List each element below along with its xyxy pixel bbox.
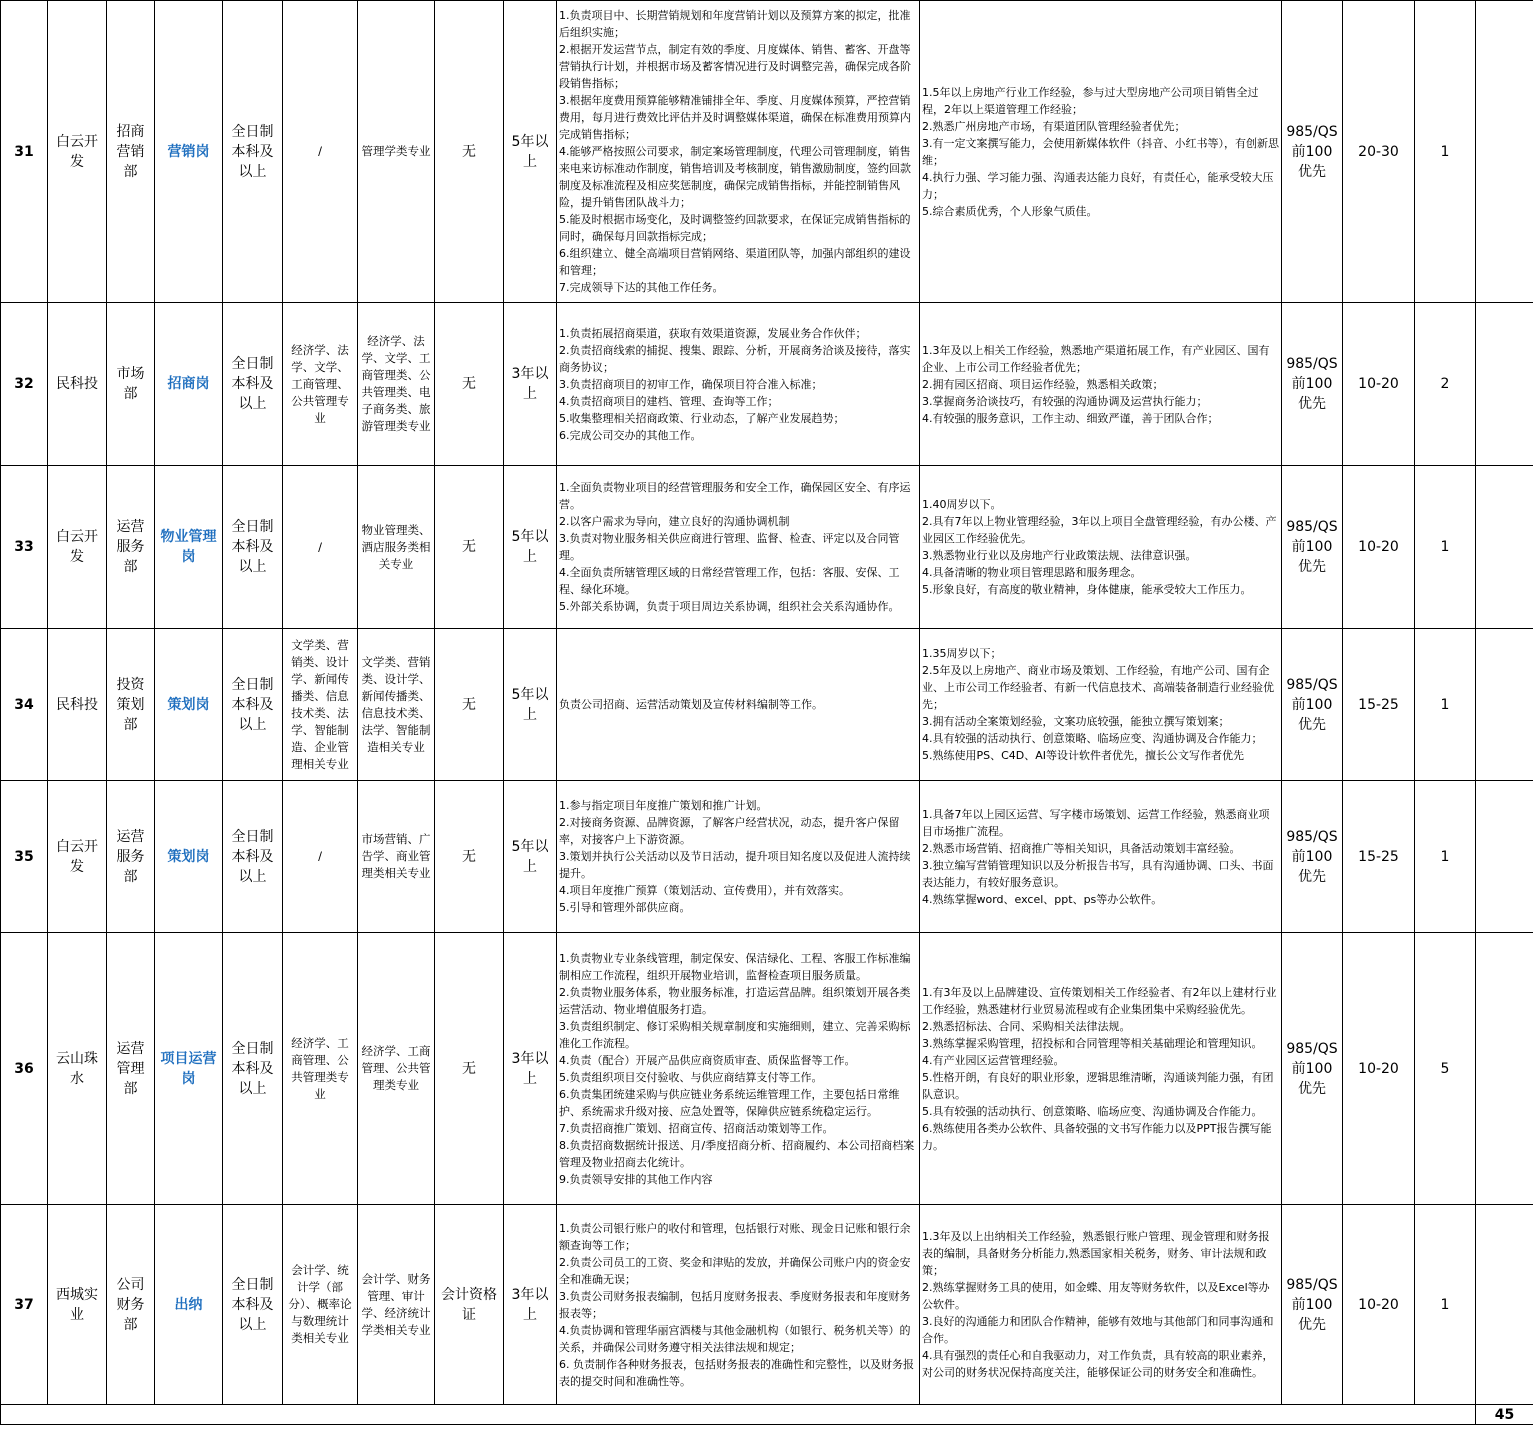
duty-line: 1.负责公司银行账户的收付和管理，包括银行对账、现金日记账和银行余额查询等工作； [559, 1221, 911, 1252]
major-graduate-cell: 经济学、工商管理、公共管理类专业 [358, 933, 435, 1205]
major-graduate-cell: 会计学、财务管理、审计学、经济统计学类相关专业 [358, 1205, 435, 1405]
duty-line: 1.全面负责物业项目的经营管理服务和安全工作，确保园区安全、有序运营。 [559, 481, 911, 511]
requirements-cell [920, 781, 1282, 933]
department-cell: 投资策划部 [107, 629, 155, 781]
requirement-line: 1.40周岁以下。 [922, 498, 1002, 511]
duties-cell [557, 1205, 920, 1405]
duty-line: 1.负责物业专业条线管理，制定保安、保洁绿化、工程、客服工作标准编制相应工作流程，组织开展物业培训，监督检查项目服务质量。 [559, 951, 911, 982]
duty-line: 6. 负责制作各种财务报表，包括财务报表的准确性和完整性，以及财务报表的提交时间和准确性等。 [559, 1357, 914, 1388]
extra-cell [1476, 466, 1533, 629]
company-cell: 云山珠水 [48, 933, 107, 1205]
age-range-cell: 20-30 [1343, 1, 1415, 303]
school-preference-cell: 985/QS前100优先 [1282, 781, 1343, 933]
row-number: 33 [1, 466, 48, 629]
requirements-cell [920, 1205, 1282, 1405]
requirement-line: 5.熟练使用PS、C4D、AI等设计软件者优先，擅长公文写作者优先 [922, 749, 1245, 762]
experience-cell: 3年以上 [504, 1205, 557, 1405]
education-cell: 全日制本科及以上 [223, 1205, 283, 1405]
education-cell: 全日制本科及以上 [223, 1, 283, 303]
department-cell: 运营服务部 [107, 781, 155, 933]
company-cell: 民科投 [48, 303, 107, 466]
requirement-line: 4.有产业园区运营管理经验。 [922, 1053, 1065, 1067]
duty-line: 5.负责组织项目交付验收、与供应商结算支付等工作。 [559, 1070, 823, 1084]
major-graduate-cell: 管理学类专业 [358, 1, 435, 303]
major-graduate-cell: 文学类、营销类、设计学、新闻传播类、信息技术类、法学、智能制造相关专业 [358, 629, 435, 781]
duty-line: 4.负责招商项目的建档、管理、查询等工作； [559, 394, 779, 408]
position-cell: 招商岗 [155, 303, 223, 466]
requirement-line: 4.有较强的服务意识，工作主动、细致严谨，善于团队合作； [922, 411, 1219, 425]
age-range-cell: 10-20 [1343, 933, 1415, 1205]
experience-cell: 3年以上 [504, 303, 557, 466]
table-row [1, 629, 1533, 781]
certificate-cell: 无 [435, 629, 504, 781]
row-number: 31 [1, 1, 48, 303]
headcount-cell: 1 [1415, 1205, 1476, 1405]
requirement-line: 2.熟悉招标法、合同、采购相关法律法规。 [922, 1019, 1131, 1033]
requirement-line: 3.有一定文案撰写能力，会使用新媒体软件（抖音、小红书等），有创新思维； [922, 136, 1279, 167]
major-graduate-cell: 市场营销、广告学、商业管理类相关专业 [358, 781, 435, 933]
company-cell: 民科投 [48, 629, 107, 781]
requirement-line: 3.良好的沟通能力和团队合作精神，能够有效地与其他部门和同事沟通和合作。 [922, 1315, 1274, 1345]
requirement-line: 5.具有较强的活动执行、创意策略、临场应变、沟通协调及合作能力。 [922, 1104, 1263, 1118]
experience-cell: 5年以上 [504, 1, 557, 303]
company-cell: 白云开发 [48, 781, 107, 933]
row-number: 36 [1, 933, 48, 1205]
requirements-cell [920, 466, 1282, 629]
requirement-line: 2.5年及以上房地产、商业市场及策划、工作经验，有地产公司、国有企业、上市公司工作经验者、有新一代信息技术、高端装备制造行业经验优先； [922, 664, 1274, 711]
duty-line: 2.以客户需求为导向，建立良好的沟通协调机制 [559, 515, 790, 528]
requirement-line: 4.具有较强的活动执行、创意策略、临场应变、沟通协调及合作能力； [922, 732, 1263, 745]
requirement-line: 4.执行力强、学习能力强、沟通表达能力良好，有责任心，能承受较大压力； [922, 170, 1274, 201]
duty-line: 7.完成领导下达的其他工作任务。 [559, 281, 724, 294]
education-cell: 全日制本科及以上 [223, 933, 283, 1205]
requirement-line: 1.有3年及以上品牌建设、宣传策划相关工作经验者、有2年以上建材行业工作经验，熟悉建材行业贸易流程或有企业集团集中采购经验优先。 [922, 985, 1277, 1016]
duty-line: 4.负责（配合）开展产品供应商资质审查、质保监督等工作。 [559, 1053, 856, 1067]
duty-line: 3.负责组织制定、修订采购相关规章制度和实施细则，建立、完善采购标准化工作流程。 [559, 1019, 911, 1050]
school-preference-cell: 985/QS前100优先 [1282, 303, 1343, 466]
education-cell: 全日制本科及以上 [223, 629, 283, 781]
requirement-line: 6.熟练使用各类办公软件、具备较强的文书写作能力以及PPT报告撰写能力。 [922, 1121, 1272, 1152]
row-number: 32 [1, 303, 48, 466]
duty-line: 9.负责领导安排的其他工作内容 [559, 1172, 713, 1186]
age-range-cell: 15-25 [1343, 629, 1415, 781]
duty-line: 2.根据开发运营节点，制定有效的季度、月度媒体、销售、蓄客、开盘等营销执行计划，并根据市场及蓄客情况进行及时调整完善，确保完成各阶段销售指标； [559, 43, 911, 90]
duties-cell [557, 629, 920, 781]
duties-cell [557, 466, 920, 629]
row-number: 37 [1, 1205, 48, 1405]
major-undergrad-cell: / [283, 781, 358, 933]
table-row [1, 781, 1533, 933]
table-row [1, 466, 1533, 629]
requirement-line: 3.熟悉物业行业以及房地产行业政策法规、法律意识强。 [922, 549, 1197, 562]
duty-line: 2.负责公司员工的工资、奖金和津贴的发放，并确保公司账户内的资金安全和准确无误； [559, 1255, 911, 1286]
requirement-line: 3.拥有活动全案策划经验，文案功底较强，能独立撰写策划案； [922, 715, 1230, 728]
major-undergrad-cell: 经济学、法学、文学、工商管理、公共管理专业 [283, 303, 358, 466]
requirement-line: 5.形象良好，有高度的敬业精神，身体健康，能承受较大工作压力。 [922, 583, 1252, 596]
duty-line: 4.负责协调和管理华丽宫酒楼与其他金融机构（如银行、税务机关等）的关系，并确保公司财务遵守相关法律法规和规定； [559, 1323, 911, 1354]
extra-cell [1476, 1, 1533, 303]
requirement-line: 3.掌握商务洽谈技巧，有较强的沟通协调及运营执行能力； [922, 394, 1208, 408]
duty-line: 7.负责招商推广策划、招商宣传、招商活动策划等工作。 [559, 1121, 834, 1135]
requirement-line: 4.具备清晰的物业项目管理思路和服务理念。 [922, 566, 1142, 579]
position-cell: 物业管理岗 [155, 466, 223, 629]
extra-cell [1476, 303, 1533, 466]
total-headcount: 45 [1476, 1405, 1533, 1425]
extra-cell [1476, 629, 1533, 781]
headcount-cell: 1 [1415, 781, 1476, 933]
duty-line: 1.负责项目中、长期营销规划和年度营销计划以及预算方案的拟定，批准后组织实施； [559, 9, 911, 39]
extra-cell [1476, 933, 1533, 1205]
school-preference-cell: 985/QS前100优先 [1282, 629, 1343, 781]
duties-cell [557, 781, 920, 933]
requirements-cell [920, 1, 1282, 303]
headcount-cell: 1 [1415, 629, 1476, 781]
company-cell: 白云开发 [48, 466, 107, 629]
duty-line: 3.根据年度费用预算能够精准铺排全年、季度、月度媒体预算，严控营销费用，每月进行费效比评估并及时调整媒体渠道，确保在标准费用预算内完成销售指标； [559, 94, 911, 141]
requirement-line: 2.拥有园区招商、项目运作经验，熟悉相关政策； [922, 377, 1164, 391]
requirements-cell [920, 303, 1282, 466]
duty-line: 6.负责集团统建采购与供应链业务系统运维管理工作，主要包括日常维护、系统需求升级对接、应急处置等，保障供应链系统稳定运行。 [559, 1087, 900, 1118]
total-blank-cell [1, 1405, 1476, 1425]
position-cell: 项目运营岗 [155, 933, 223, 1205]
company-cell: 白云开发 [48, 1, 107, 303]
duty-line: 2.负责招商线索的捕捉、搜集、跟踪、分析，开展商务洽谈及接待，落实商务协议； [559, 343, 911, 374]
department-cell: 市场部 [107, 303, 155, 466]
table-row [1, 303, 1533, 466]
experience-cell: 5年以上 [504, 466, 557, 629]
requirement-line: 1.3年及以上相关工作经验，熟悉地产渠道拓展工作，有产业园区、国有企业、上市公司工作经验者优先； [922, 343, 1270, 374]
education-cell: 全日制本科及以上 [223, 303, 283, 466]
certificate-cell: 无 [435, 1, 504, 303]
row-number: 35 [1, 781, 48, 933]
department-cell: 招商营销部 [107, 1, 155, 303]
requirements-cell [920, 629, 1282, 781]
position-cell: 策划岗 [155, 781, 223, 933]
duty-line: 4.能够严格按照公司要求，制定案场管理制度，代理公司管理制度，销售来电来访标准动作制度，销售培训及考核制度，销售激励制度，签约回款制度及标准流程及相应奖惩制度，确保完成销售指标，并能控制销售风险，提升销售团队战斗力； [559, 145, 911, 209]
duty-line: 2.负责物业服务体系，物业服务标准，打造运营品牌。组织策划开展各类运营活动、物业增值服务打造。 [559, 985, 911, 1016]
duty-line: 3.负责对物业服务相关供应商进行管理、监督、检查、评定以及合同管理。 [559, 532, 900, 562]
extra-cell [1476, 781, 1533, 933]
duty-line: 5.引导和管理外部供应商。 [559, 901, 691, 914]
certificate-cell: 无 [435, 466, 504, 629]
headcount-cell: 1 [1415, 466, 1476, 629]
requirement-line: 2.熟悉市场营销、招商推广等相关知识，具备活动策划丰富经验。 [922, 841, 1241, 855]
duty-line: 4.全面负责所辖管理区域的日常经营管理工作，包括：客服、安保、工程、绿化环境。 [559, 566, 900, 596]
department-cell: 运营管理部 [107, 933, 155, 1205]
experience-cell: 5年以上 [504, 629, 557, 781]
headcount-cell: 5 [1415, 933, 1476, 1205]
major-undergrad-cell: / [283, 1, 358, 303]
duties-cell [557, 303, 920, 466]
age-range-cell: 10-20 [1343, 466, 1415, 629]
duties-cell [557, 1, 920, 303]
age-range-cell: 10-20 [1343, 1205, 1415, 1405]
table-row [1, 1, 1533, 303]
duty-line: 4.项目年度推广预算（策划活动、宣传费用），并有效落实。 [559, 884, 850, 897]
table-body [1, 1, 1533, 1425]
requirement-line: 2.熟悉广州房地产市场，有渠道团队管理经验者优先； [922, 119, 1186, 133]
duties-cell [557, 933, 920, 1205]
requirement-line: 1.35周岁以下； [922, 647, 1002, 660]
extra-cell [1476, 1205, 1533, 1405]
requirement-line: 1.5年以上房地产行业工作经验，参与过大型房地产公司项目销售全过程，2年以上渠道管理工作经验； [922, 85, 1259, 116]
duty-line: 1.参与指定项目年度推广策划和推广计划。 [559, 799, 768, 812]
duty-line: 1.负责拓展招商渠道，获取有效渠道资源，发展业务合作伙伴； [559, 326, 867, 340]
requirement-line: 3.熟练掌握采购管理，招投标和合同管理等相关基础理论和管理知识。 [922, 1036, 1263, 1050]
position-cell: 策划岗 [155, 629, 223, 781]
experience-cell: 3年以上 [504, 933, 557, 1205]
duty-line: 3.负责招商项目的初审工作，确保项目符合准入标准； [559, 377, 823, 391]
school-preference-cell: 985/QS前100优先 [1282, 1, 1343, 303]
total-row [1, 1405, 1533, 1425]
certificate-cell: 无 [435, 303, 504, 466]
table-row [1, 933, 1533, 1205]
certificate-cell: 会计资格证 [435, 1205, 504, 1405]
education-cell: 全日制本科及以上 [223, 466, 283, 629]
requirement-line: 5.性格开朗，有良好的职业形象，逻辑思维清晰，沟通谈判能力强，有团队意识。 [922, 1070, 1274, 1101]
requirement-line: 4.具有强烈的责任心和自我驱动力，对工作负责，具有较高的职业素养，对公司的财务状况保持高度关注，能够保证公司的财务安全和准确性。 [922, 1349, 1274, 1379]
company-cell: 西城实业 [48, 1205, 107, 1405]
position-cell: 营销岗 [155, 1, 223, 303]
duty-line: 负责公司招商、运营活动策划及宣传材料编制等工作。 [559, 698, 823, 711]
experience-cell: 5年以上 [504, 781, 557, 933]
age-range-cell: 10-20 [1343, 303, 1415, 466]
major-undergrad-cell: 经济学、工商管理、公共管理类专业 [283, 933, 358, 1205]
major-graduate-cell: 物业管理类、酒店服务类相关专业 [358, 466, 435, 629]
education-cell: 全日制本科及以上 [223, 781, 283, 933]
requirements-cell [920, 933, 1282, 1205]
major-graduate-cell: 经济学、法学、文学、工商管理类、公共管理类、电子商务类、旅游管理类专业 [358, 303, 435, 466]
duty-line: 6.组织建立、健全高端项目营销网络、渠道团队等，加强内部组织的建设和管理； [559, 247, 911, 277]
certificate-cell: 无 [435, 933, 504, 1205]
duty-line: 2.对接商务资源、品牌资源，了解客户经营状况，动态，提升客户保留率，对接客户上下游资源。 [559, 816, 900, 846]
school-preference-cell: 985/QS前100优先 [1282, 1205, 1343, 1405]
duty-line: 6.完成公司交办的其他工作。 [559, 428, 702, 442]
headcount-cell: 1 [1415, 1, 1476, 303]
department-cell: 公司财务部 [107, 1205, 155, 1405]
duty-line: 3.策划并执行公关活动以及节日活动，提升项目知名度以及促进人流持续提升。 [559, 850, 911, 880]
table-row [1, 1205, 1533, 1405]
major-undergrad-cell: 文学类、营销类、设计学、新闻传播类、信息技术类、法学、智能制造、企业管理相关专业 [283, 629, 358, 781]
headcount-cell: 2 [1415, 303, 1476, 466]
requirement-line: 4.熟练掌握word、excel、ppt、ps等办公软件。 [922, 892, 1163, 906]
certificate-cell: 无 [435, 781, 504, 933]
requirement-line: 1.3年及以上出纳相关工作经验，熟悉银行账户管理、现金管理和财务报表的编制，具备财务分析能力,熟悉国家相关税务，财务、审计法规和政策； [922, 1230, 1270, 1277]
requirement-line: 5.综合素质优秀，个人形象气质佳。 [922, 204, 1098, 218]
major-undergrad-cell: 会计学、统计学（部分）、概率论与数理统计类相关专业 [283, 1205, 358, 1405]
school-preference-cell: 985/QS前100优先 [1282, 466, 1343, 629]
age-range-cell: 15-25 [1343, 781, 1415, 933]
requirement-line: 2.具有7年以上物业管理经验，3年以上项目全盘管理经验，有办公楼、产业园区工作经验优先。 [922, 515, 1277, 545]
major-undergrad-cell: / [283, 466, 358, 629]
duty-line: 5.外部关系协调，负责于项目周边关系协调，组织社会关系沟通协作。 [559, 600, 900, 613]
position-cell: 出纳 [155, 1205, 223, 1405]
row-number: 34 [1, 629, 48, 781]
requirement-line: 3.独立编写营销管理知识以及分析报告书写，具有沟通协调、口头、书面表达能力，有较好服务意识。 [922, 858, 1274, 889]
duty-line: 5.能及时根据市场变化，及时调整签约回款要求，在保证完成销售指标的同时，确保每月回款指标完成； [559, 213, 911, 243]
duty-line: 3.负责公司财务报表编制，包括月度财务报表、季度财务报表和年度财务报表等； [559, 1289, 911, 1320]
duty-line: 5.收集整理相关招商政策、行业动态，了解产业发展趋势； [559, 411, 845, 425]
requirement-line: 2.熟练掌握财务工具的使用，如金蝶、用友等财务软件，以及Excel等办公软件。 [922, 1281, 1270, 1311]
school-preference-cell: 985/QS前100优先 [1282, 933, 1343, 1205]
department-cell: 运营服务部 [107, 466, 155, 629]
requirement-line: 1.具备7年以上园区运营、写字楼市场策划、运营工作经验，熟悉商业项目市场推广流程。 [922, 807, 1270, 838]
duty-line: 8.负责招商数据统计报送、月/季度招商分析、招商履约、本公司招商档案管理及物业招商去化统计。 [559, 1138, 915, 1169]
